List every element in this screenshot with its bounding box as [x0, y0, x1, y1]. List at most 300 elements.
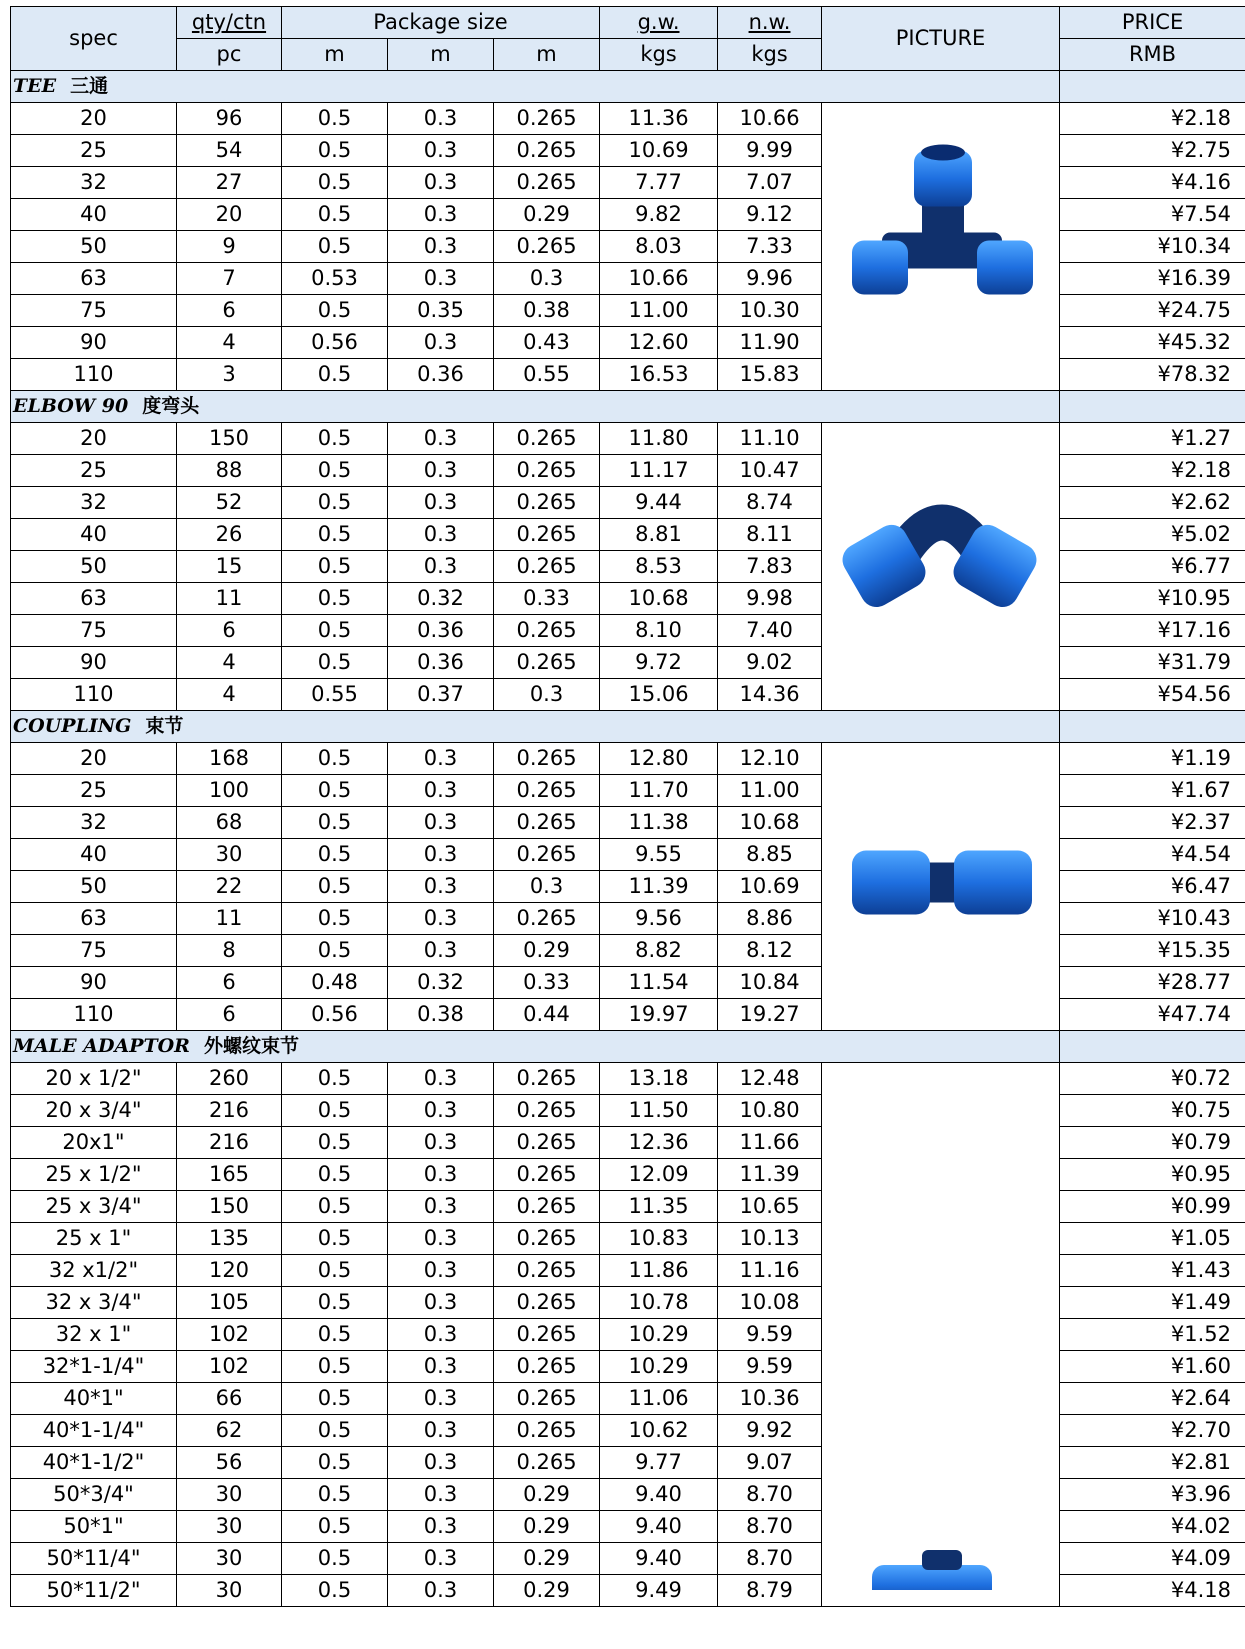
- picture-cell: [822, 1063, 1060, 1607]
- width-cell: 0.3: [388, 1287, 494, 1319]
- spec-cell: 32 x1/2": [11, 1255, 177, 1287]
- qty-cell: 216: [177, 1095, 282, 1127]
- qty-cell: 6: [177, 295, 282, 327]
- gross-weight-cell: 8.82: [600, 935, 718, 967]
- price-cell: ¥17.16: [1060, 615, 1245, 647]
- width-cell: 0.3: [388, 487, 494, 519]
- picture-cell: [822, 103, 1060, 391]
- table-row: [11, 583, 1245, 615]
- price-cell: ¥31.79: [1060, 647, 1245, 679]
- spec-cell: 20x1": [11, 1127, 177, 1159]
- price-cell: ¥6.77: [1060, 551, 1245, 583]
- gross-weight-cell: 9.82: [600, 199, 718, 231]
- net-weight-cell: 9.59: [718, 1351, 822, 1383]
- length-cell: 0.5: [282, 647, 388, 679]
- qty-cell: 30: [177, 1575, 282, 1607]
- width-cell: 0.32: [388, 583, 494, 615]
- price-cell: ¥47.74: [1060, 999, 1245, 1031]
- table-row: [11, 1095, 1245, 1127]
- section-title-en: MALE ADAPTOR: [13, 1035, 190, 1057]
- spec-cell: 20: [11, 103, 177, 135]
- qty-cell: 22: [177, 871, 282, 903]
- header-width-unit: m: [388, 39, 494, 71]
- length-cell: 0.5: [282, 1575, 388, 1607]
- length-cell: 0.53: [282, 263, 388, 295]
- width-cell: 0.3: [388, 1095, 494, 1127]
- net-weight-cell: 8.86: [718, 903, 822, 935]
- length-cell: 0.5: [282, 231, 388, 263]
- price-cell: ¥4.16: [1060, 167, 1245, 199]
- length-cell: 0.5: [282, 583, 388, 615]
- length-cell: 0.5: [282, 1319, 388, 1351]
- length-cell: 0.5: [282, 1543, 388, 1575]
- gross-weight-cell: 8.03: [600, 231, 718, 263]
- net-weight-cell: 11.16: [718, 1255, 822, 1287]
- length-cell: 0.5: [282, 935, 388, 967]
- net-weight-cell: 7.40: [718, 615, 822, 647]
- picture-cell: [822, 423, 1060, 711]
- net-weight-cell: 10.47: [718, 455, 822, 487]
- gross-weight-cell: 11.38: [600, 807, 718, 839]
- price-cell: ¥2.81: [1060, 1447, 1245, 1479]
- qty-cell: 52: [177, 487, 282, 519]
- price-cell: ¥10.95: [1060, 583, 1245, 615]
- height-cell: 0.265: [494, 1127, 600, 1159]
- price-table: [10, 6, 1245, 1607]
- gross-weight-cell: 10.62: [600, 1415, 718, 1447]
- table-row: [11, 647, 1245, 679]
- net-weight-cell: 10.69: [718, 871, 822, 903]
- length-cell: 0.5: [282, 135, 388, 167]
- net-weight-cell: 9.92: [718, 1415, 822, 1447]
- spec-cell: 32 x 1": [11, 1319, 177, 1351]
- gross-weight-cell: 11.39: [600, 871, 718, 903]
- table-row: [11, 775, 1245, 807]
- table-row: [11, 967, 1245, 999]
- spec-cell: 50*11/4": [11, 1543, 177, 1575]
- height-cell: 0.29: [494, 1575, 600, 1607]
- height-cell: 0.265: [494, 1223, 600, 1255]
- spec-cell: 32: [11, 807, 177, 839]
- length-cell: 0.5: [282, 1383, 388, 1415]
- net-weight-cell: 12.10: [718, 743, 822, 775]
- net-weight-cell: 12.48: [718, 1063, 822, 1095]
- length-cell: 0.5: [282, 1159, 388, 1191]
- width-cell: 0.3: [388, 743, 494, 775]
- length-cell: 0.5: [282, 903, 388, 935]
- width-cell: 0.3: [388, 199, 494, 231]
- spec-cell: 25: [11, 135, 177, 167]
- gross-weight-cell: 15.06: [600, 679, 718, 711]
- spec-cell: 40*1-1/4": [11, 1415, 177, 1447]
- length-cell: 0.5: [282, 423, 388, 455]
- net-weight-cell: 8.74: [718, 487, 822, 519]
- price-cell: ¥2.75: [1060, 135, 1245, 167]
- gross-weight-cell: 9.44: [600, 487, 718, 519]
- spec-cell: 50*11/2": [11, 1575, 177, 1607]
- section-header: [11, 711, 1245, 743]
- height-cell: 0.29: [494, 935, 600, 967]
- table-row: [11, 359, 1245, 391]
- gross-weight-cell: 11.54: [600, 967, 718, 999]
- spec-cell: 50*1": [11, 1511, 177, 1543]
- spec-cell: 63: [11, 903, 177, 935]
- qty-cell: 150: [177, 423, 282, 455]
- header-qty-unit: pc: [177, 39, 282, 71]
- qty-cell: 66: [177, 1383, 282, 1415]
- table-row: [11, 1191, 1245, 1223]
- net-weight-cell: 8.11: [718, 519, 822, 551]
- height-cell: 0.265: [494, 519, 600, 551]
- net-weight-cell: 7.33: [718, 231, 822, 263]
- gross-weight-cell: 11.80: [600, 423, 718, 455]
- price-cell: ¥1.52: [1060, 1319, 1245, 1351]
- price-cell: ¥1.05: [1060, 1223, 1245, 1255]
- width-cell: 0.3: [388, 1575, 494, 1607]
- spec-cell: 20: [11, 743, 177, 775]
- gross-weight-cell: 13.18: [600, 1063, 718, 1095]
- spec-cell: 20 x 1/2": [11, 1063, 177, 1095]
- gross-weight-cell: 11.17: [600, 455, 718, 487]
- height-cell: 0.265: [494, 1447, 600, 1479]
- header-package-size: Package size: [282, 7, 600, 39]
- length-cell: 0.5: [282, 1095, 388, 1127]
- qty-cell: 100: [177, 775, 282, 807]
- qty-cell: 6: [177, 967, 282, 999]
- height-cell: 0.265: [494, 1159, 600, 1191]
- net-weight-cell: 10.68: [718, 807, 822, 839]
- net-weight-cell: 11.00: [718, 775, 822, 807]
- net-weight-cell: 11.10: [718, 423, 822, 455]
- table-row: [11, 807, 1245, 839]
- qty-cell: 6: [177, 615, 282, 647]
- table-row: [11, 199, 1245, 231]
- net-weight-cell: 11.90: [718, 327, 822, 359]
- length-cell: 0.5: [282, 199, 388, 231]
- price-cell: ¥45.32: [1060, 327, 1245, 359]
- price-cell: ¥0.79: [1060, 1127, 1245, 1159]
- height-cell: 0.265: [494, 455, 600, 487]
- table-header: [11, 7, 1245, 71]
- length-cell: 0.5: [282, 1415, 388, 1447]
- length-cell: 0.5: [282, 519, 388, 551]
- header-length-unit: m: [282, 39, 388, 71]
- table-row: [11, 231, 1245, 263]
- qty-cell: 105: [177, 1287, 282, 1319]
- spec-cell: 40*1-1/2": [11, 1447, 177, 1479]
- net-weight-cell: 14.36: [718, 679, 822, 711]
- height-cell: 0.55: [494, 359, 600, 391]
- net-weight-cell: 9.96: [718, 263, 822, 295]
- qty-cell: 56: [177, 1447, 282, 1479]
- gross-weight-cell: 12.60: [600, 327, 718, 359]
- length-cell: 0.56: [282, 999, 388, 1031]
- qty-cell: 4: [177, 679, 282, 711]
- width-cell: 0.3: [388, 903, 494, 935]
- length-cell: 0.5: [282, 455, 388, 487]
- price-cell: ¥15.35: [1060, 935, 1245, 967]
- section-title: [11, 71, 1060, 103]
- table-row: [11, 103, 1245, 135]
- height-cell: 0.265: [494, 103, 600, 135]
- width-cell: 0.3: [388, 1127, 494, 1159]
- price-cell: ¥2.37: [1060, 807, 1245, 839]
- section-title: [11, 1031, 1060, 1063]
- height-cell: 0.265: [494, 647, 600, 679]
- height-cell: 0.265: [494, 839, 600, 871]
- header-nw-unit: kgs: [718, 39, 822, 71]
- price-cell: ¥0.95: [1060, 1159, 1245, 1191]
- section-price-cell: [1060, 1031, 1245, 1063]
- width-cell: 0.3: [388, 135, 494, 167]
- price-cell: ¥2.64: [1060, 1383, 1245, 1415]
- spec-cell: 63: [11, 583, 177, 615]
- net-weight-cell: 10.13: [718, 1223, 822, 1255]
- width-cell: 0.3: [388, 167, 494, 199]
- price-cell: ¥24.75: [1060, 295, 1245, 327]
- length-cell: 0.5: [282, 1127, 388, 1159]
- length-cell: 0.5: [282, 1447, 388, 1479]
- height-cell: 0.265: [494, 1095, 600, 1127]
- blue-elbow-fitting-icon: [822, 423, 1060, 702]
- blue-male-adaptor-fitting-icon: [822, 1063, 1060, 1590]
- qty-cell: 165: [177, 1159, 282, 1191]
- table-row: [11, 455, 1245, 487]
- spec-cell: 32*1-1/4": [11, 1351, 177, 1383]
- width-cell: 0.3: [388, 807, 494, 839]
- gross-weight-cell: 8.10: [600, 615, 718, 647]
- height-cell: 0.265: [494, 1063, 600, 1095]
- table-row: [11, 1063, 1245, 1095]
- price-cell: ¥4.54: [1060, 839, 1245, 871]
- width-cell: 0.3: [388, 1447, 494, 1479]
- table-row: [11, 1415, 1245, 1447]
- section-price-cell: [1060, 391, 1245, 423]
- table-row: [11, 1575, 1245, 1607]
- gross-weight-cell: 9.72: [600, 647, 718, 679]
- price-cell: ¥4.18: [1060, 1575, 1245, 1607]
- length-cell: 0.5: [282, 1351, 388, 1383]
- price-cell: ¥0.99: [1060, 1191, 1245, 1223]
- header-gw-unit: kgs: [600, 39, 718, 71]
- qty-cell: 4: [177, 327, 282, 359]
- net-weight-cell: 10.30: [718, 295, 822, 327]
- height-cell: 0.265: [494, 1191, 600, 1223]
- qty-cell: 30: [177, 1543, 282, 1575]
- net-weight-cell: 9.12: [718, 199, 822, 231]
- table-body: [11, 71, 1245, 1607]
- price-cell: ¥4.02: [1060, 1511, 1245, 1543]
- qty-cell: 102: [177, 1351, 282, 1383]
- width-cell: 0.3: [388, 775, 494, 807]
- qty-cell: 68: [177, 807, 282, 839]
- price-cell: ¥1.43: [1060, 1255, 1245, 1287]
- table-row: [11, 743, 1245, 775]
- price-cell: ¥16.39: [1060, 263, 1245, 295]
- length-cell: 0.5: [282, 1511, 388, 1543]
- width-cell: 0.3: [388, 871, 494, 903]
- length-cell: 0.5: [282, 487, 388, 519]
- length-cell: 0.48: [282, 967, 388, 999]
- length-cell: 0.5: [282, 1223, 388, 1255]
- section-header: [11, 1031, 1245, 1063]
- height-cell: 0.38: [494, 295, 600, 327]
- table-row: [11, 1543, 1245, 1575]
- price-cell: ¥0.75: [1060, 1095, 1245, 1127]
- gross-weight-cell: 11.70: [600, 775, 718, 807]
- spec-cell: 25: [11, 455, 177, 487]
- header-price: PRICE: [1060, 7, 1245, 39]
- height-cell: 0.265: [494, 807, 600, 839]
- width-cell: 0.3: [388, 1383, 494, 1415]
- width-cell: 0.38: [388, 999, 494, 1031]
- price-cell: ¥2.18: [1060, 455, 1245, 487]
- length-cell: 0.5: [282, 1063, 388, 1095]
- width-cell: 0.32: [388, 967, 494, 999]
- net-weight-cell: 15.83: [718, 359, 822, 391]
- spec-cell: 50: [11, 231, 177, 263]
- net-weight-cell: 10.66: [718, 103, 822, 135]
- height-cell: 0.3: [494, 679, 600, 711]
- length-cell: 0.5: [282, 807, 388, 839]
- price-cell: ¥7.54: [1060, 199, 1245, 231]
- table-row: [11, 903, 1245, 935]
- length-cell: 0.5: [282, 295, 388, 327]
- spec-cell: 40: [11, 199, 177, 231]
- table-row: [11, 1479, 1245, 1511]
- table-row: [11, 1319, 1245, 1351]
- width-cell: 0.3: [388, 519, 494, 551]
- width-cell: 0.3: [388, 1255, 494, 1287]
- spec-cell: 32: [11, 167, 177, 199]
- qty-cell: 8: [177, 935, 282, 967]
- gross-weight-cell: 10.29: [600, 1319, 718, 1351]
- price-cell: ¥2.70: [1060, 1415, 1245, 1447]
- gross-weight-cell: 11.06: [600, 1383, 718, 1415]
- qty-cell: 62: [177, 1415, 282, 1447]
- length-cell: 0.5: [282, 1287, 388, 1319]
- table-row: [11, 1383, 1245, 1415]
- qty-cell: 216: [177, 1127, 282, 1159]
- height-cell: 0.265: [494, 135, 600, 167]
- header-height-unit: m: [494, 39, 600, 71]
- qty-cell: 168: [177, 743, 282, 775]
- net-weight-cell: 10.08: [718, 1287, 822, 1319]
- width-cell: 0.3: [388, 551, 494, 583]
- spec-cell: 25: [11, 775, 177, 807]
- length-cell: 0.5: [282, 167, 388, 199]
- table-row: [11, 1511, 1245, 1543]
- width-cell: 0.3: [388, 1415, 494, 1447]
- width-cell: 0.3: [388, 263, 494, 295]
- spec-cell: 25 x 1": [11, 1223, 177, 1255]
- height-cell: 0.265: [494, 1351, 600, 1383]
- width-cell: 0.3: [388, 1159, 494, 1191]
- table-row: [11, 327, 1245, 359]
- table-row: [11, 1159, 1245, 1191]
- length-cell: 0.5: [282, 871, 388, 903]
- spec-cell: 75: [11, 295, 177, 327]
- spec-cell: 25 x 1/2": [11, 1159, 177, 1191]
- section-title-en: ELBOW 90: [13, 395, 129, 417]
- width-cell: 0.3: [388, 1223, 494, 1255]
- table-row: [11, 999, 1245, 1031]
- height-cell: 0.33: [494, 583, 600, 615]
- qty-cell: 11: [177, 903, 282, 935]
- spec-cell: 90: [11, 327, 177, 359]
- gross-weight-cell: 12.09: [600, 1159, 718, 1191]
- table-row: [11, 1351, 1245, 1383]
- gross-weight-cell: 7.77: [600, 167, 718, 199]
- gross-weight-cell: 10.68: [600, 583, 718, 615]
- width-cell: 0.3: [388, 327, 494, 359]
- net-weight-cell: 8.70: [718, 1543, 822, 1575]
- gross-weight-cell: 10.83: [600, 1223, 718, 1255]
- width-cell: 0.36: [388, 647, 494, 679]
- table-row: [11, 551, 1245, 583]
- price-cell: ¥78.32: [1060, 359, 1245, 391]
- width-cell: 0.3: [388, 935, 494, 967]
- width-cell: 0.37: [388, 679, 494, 711]
- height-cell: 0.265: [494, 423, 600, 455]
- length-cell: 0.5: [282, 743, 388, 775]
- qty-cell: 20: [177, 199, 282, 231]
- height-cell: 0.265: [494, 231, 600, 263]
- gross-weight-cell: 11.00: [600, 295, 718, 327]
- table-row: [11, 263, 1245, 295]
- height-cell: 0.3: [494, 871, 600, 903]
- height-cell: 0.44: [494, 999, 600, 1031]
- price-cell: ¥10.34: [1060, 231, 1245, 263]
- net-weight-cell: 8.70: [718, 1479, 822, 1511]
- price-cell: ¥54.56: [1060, 679, 1245, 711]
- gross-weight-cell: 9.40: [600, 1543, 718, 1575]
- net-weight-cell: 10.36: [718, 1383, 822, 1415]
- price-cell: ¥0.72: [1060, 1063, 1245, 1095]
- table-row: [11, 871, 1245, 903]
- gross-weight-cell: 12.80: [600, 743, 718, 775]
- section-title-cn: 三通: [70, 75, 109, 97]
- table-row: [11, 295, 1245, 327]
- table-row: [11, 167, 1245, 199]
- net-weight-cell: 7.83: [718, 551, 822, 583]
- qty-cell: 11: [177, 583, 282, 615]
- height-cell: 0.43: [494, 327, 600, 359]
- width-cell: 0.3: [388, 1479, 494, 1511]
- width-cell: 0.3: [388, 1351, 494, 1383]
- section-title-cn: 束节: [145, 715, 184, 737]
- spec-cell: 110: [11, 999, 177, 1031]
- width-cell: 0.35: [388, 295, 494, 327]
- price-cell: ¥1.60: [1060, 1351, 1245, 1383]
- qty-cell: 9: [177, 231, 282, 263]
- height-cell: 0.265: [494, 1287, 600, 1319]
- net-weight-cell: 10.80: [718, 1095, 822, 1127]
- header-qty: qty/ctn: [177, 7, 282, 39]
- table-row: [11, 839, 1245, 871]
- length-cell: 0.5: [282, 615, 388, 647]
- gross-weight-cell: 9.77: [600, 1447, 718, 1479]
- length-cell: 0.5: [282, 1191, 388, 1223]
- header-price-unit: RMB: [1060, 39, 1245, 71]
- width-cell: 0.3: [388, 103, 494, 135]
- height-cell: 0.33: [494, 967, 600, 999]
- height-cell: 0.29: [494, 1511, 600, 1543]
- width-cell: 0.3: [388, 1319, 494, 1351]
- gross-weight-cell: 19.97: [600, 999, 718, 1031]
- width-cell: 0.36: [388, 615, 494, 647]
- net-weight-cell: 9.02: [718, 647, 822, 679]
